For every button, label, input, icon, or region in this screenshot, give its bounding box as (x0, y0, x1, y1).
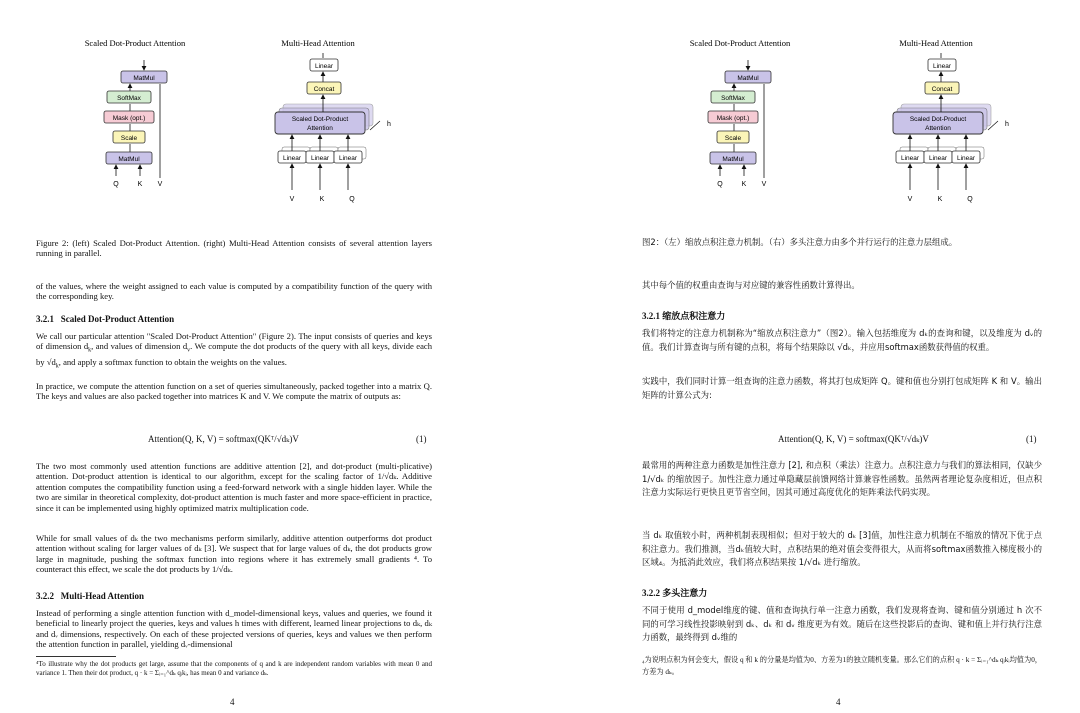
mha-sdpa-label-2: Attention (307, 125, 333, 132)
mask-label: Mask (opt.) (716, 115, 750, 122)
mha-h-label: h (1005, 121, 1009, 128)
sdpa-title: Scaled Dot-Product Attention (84, 38, 186, 48)
section-3-2-1-heading: 3.2.1 Scaled Dot-Product Attention (36, 314, 175, 324)
mha-title: Multi-Head Attention (899, 38, 973, 48)
figure-caption: 图2：（左）缩放点积注意力机制。（右）多头注意力由多个并行运行的注意力层组成。 (642, 237, 958, 247)
right-page (540, 0, 1080, 713)
footnote-4: ₄为说明点积为何会变大，假设 q 和 k 的分量是均值为0、方差为1的独立随机变量。那么它们的点积 q · k = Σᵢ₌₁^dₖ qᵢkᵢ均值为0，方差为 dₖ。 (642, 656, 1042, 676)
sdpa-input-v: V (157, 181, 163, 188)
sdpa-input-v: V (761, 181, 767, 188)
footnote-4: ⁴To illustrate why the dot products get large, assume that the components of q and k are independent random variables with mean 0 and variance 1. Then their dot product, q · k = Σᵢ₌₁^dₖ qᵢkᵢ, has mean 0 and variance dₖ. (36, 660, 432, 677)
page-number: 4 (230, 697, 235, 707)
paragraph-4: 当 dₖ 取值较小时，两种机制表现相似；但对于较大的 dₖ [3]值，加性注意力机制在不缩放的情况下优于点积注意力。我们推测，当dₖ值较大时，点积结果的绝对值会变得很大，从而将softmax函数推入梯度极小的区域₄。为抵消此效应，我们将点积结果按 1/√dₖ 进行缩放。 (642, 530, 1042, 568)
mha-h-label: h (387, 121, 391, 128)
scale-label: Scale (120, 135, 138, 142)
mha-input-v: V (289, 196, 295, 203)
sdpa-input-q: Q (113, 181, 119, 188)
paragraph-5: Instead of performing a single attention function with d_model-dimensional keys, values and queries, we found it beneficial to linearly project the queries, keys and values h times with different, learned linear projections to dₖ, dₖ and dᵥ dimensions, respectively. On each of these projected versions of queries, keys and values we then perform the attention function in parallel, yielding dᵥ-dimensional (36, 608, 432, 650)
page-number: 4 (836, 697, 841, 707)
equation-number: (1) (1026, 434, 1037, 444)
footnote-rule (36, 656, 116, 657)
paragraph-3: 最常用的两种注意力函数是加性注意力 [2], 和点积（乘法）注意力。点积注意力与我们的算法相同，仅缺少 1/√dₖ 的缩放因子。加性注意力通过单隐藏层前馈网络计算兼容性函数。虽然两者理论复杂度相近，但点积注意力实际运行更快且更节省空间，因其可通过高度优化的矩阵乘法代码实现。 (642, 460, 1042, 498)
scale-label: Scale (724, 135, 742, 142)
mha-linear-v-label: Linear (282, 155, 302, 162)
mask-label: Mask (opt.) (112, 115, 146, 122)
paragraph-4: While for small values of dₖ the two mechanisms perform similarly, additive attention outperforms dot product attention without scaling for larger values of dₖ [3]. We suspect that for large values of dₖ, the dot products grow large in magnitude, pushing the softmax function into regions where it has extremely small gradients ⁴. To counteract this effect, we scale the dot products by 1/√dₖ. (36, 533, 432, 575)
matmul-top-label: MatMul (737, 75, 759, 82)
mha-input-q: Q (967, 196, 973, 203)
section-3-2-2-heading: 3.2.2 Multi-Head Attention (36, 591, 144, 601)
mha-input-q: Q (349, 196, 355, 203)
sdpa-input-k: K (741, 181, 747, 188)
equation-1: Attention(Q, K, V) = softmax(QKᵀ/√dₖ)V (148, 434, 299, 444)
mha-input-k: K (319, 196, 325, 203)
sdpa-title: Scaled Dot-Product Attention (689, 38, 791, 48)
softmax-label: SoftMax (721, 95, 745, 102)
attention-figure-translated (540, 0, 1080, 215)
sdpa-input-k: K (137, 181, 143, 188)
section-3-2-2-heading: 3.2.2 多头注意力 (642, 588, 708, 598)
mha-input-v: V (907, 196, 913, 203)
concat-label: Concat (313, 86, 335, 93)
paragraph-1: We call our particular attention "Scaled Dot-Product Attention" (Figure 2). The input consists of queries and keys of dimension $d_k$, and values of dimension $d_v$. We compute the dot products of the query with all keys, divide each by $√d_k$, and apply a softmax function to obtain the weights on the values. (36, 331, 432, 370)
matmul-top-label: MatMul (133, 75, 155, 82)
paragraph-2: 实践中，我们同时计算一组查询的注意力函数，将其打包成矩阵 Q。键和值也分别打包成矩阵 K 和 V。输出矩阵的计算公式为: (642, 376, 1042, 400)
matmul-bottom-label: MatMul (722, 156, 744, 163)
equation-1: Attention(Q, K, V) = softmax(QKᵀ/√dₖ)V (778, 434, 929, 444)
section-3-2-1-heading: 3.2.1 缩放点积注意力 (642, 311, 726, 321)
mha-linear-k-label: Linear (928, 155, 948, 162)
intro-paragraph: 其中每个值的权重由查询与对应键的兼容性函数计算得出。 (642, 280, 860, 290)
paragraph-1: 我们将特定的注意力机制称为“缩放点积注意力”（图2）。输入包括维度为 dₖ的查询和键，以及维度为 dᵥ的值。我们计算查询与所有键的点积，将每个结果除以 √dₖ，并应用softmax函数获得值的权重。 (642, 328, 1042, 352)
paragraph-3: The two most commonly used attention functions are additive attention [2], and dot-product (multi-plicative) attention. Dot-product attention is identical to our algorithm, except for the scaling factor of 1/√dₖ. Additive attention computes the compatibility function using a feed-forward network with a single hidden layer. While the two are similar in theoretical complexity, dot-product attention is much faster and more space-efficient in practice, since it can be implemented using highly optimized matrix multiplication code. (36, 461, 432, 513)
equation-number: (1) (416, 434, 427, 444)
concat-label: Concat (931, 86, 953, 93)
mha-sdpa-label-1: Scaled Dot-Product (909, 116, 967, 123)
mha-title: Multi-Head Attention (281, 38, 355, 48)
attention-figure (0, 0, 540, 215)
mha-linear-v-label: Linear (900, 155, 920, 162)
mha-linear-k-label: Linear (310, 155, 330, 162)
mha-output-linear-label: Linear (932, 63, 952, 70)
figure-caption: Figure 2: (left) Scaled Dot-Product Attention. (right) Multi-Head Attention consists of several attention layers running in parallel. (36, 238, 432, 259)
mha-input-k: K (937, 196, 943, 203)
softmax-label: SoftMax (117, 95, 141, 102)
mha-linear-q-label: Linear (956, 155, 976, 162)
paragraph-5: 不同于使用 d_model维度的键、值和查询执行单一注意力函数，我们发现将查询、键和值分别通过 h 次不同的可学习线性投影映射到 dₖ、dₖ 和 dᵥ 维度更为有效。随后在这些投影后的查询、键和值上并行执行注意力函数，最终得到 dᵥ维的 (642, 605, 1042, 643)
intro-paragraph: of the values, where the weight assigned to each value is computed by a compatibility function of the query with the corresponding key. (36, 281, 432, 302)
mha-sdpa-label-1: Scaled Dot-Product (291, 116, 349, 123)
mha-linear-q-label: Linear (338, 155, 358, 162)
matmul-bottom-label: MatMul (118, 156, 140, 163)
paragraph-2: In practice, we compute the attention function on a set of queries simultaneously, packed together into a matrix Q. The keys and values are also packed together into matrices K and V. We compute the matrix of outputs as: (36, 381, 432, 402)
mha-output-linear-label: Linear (314, 63, 334, 70)
sdpa-input-q: Q (717, 181, 723, 188)
mha-sdpa-label-2: Attention (925, 125, 951, 132)
